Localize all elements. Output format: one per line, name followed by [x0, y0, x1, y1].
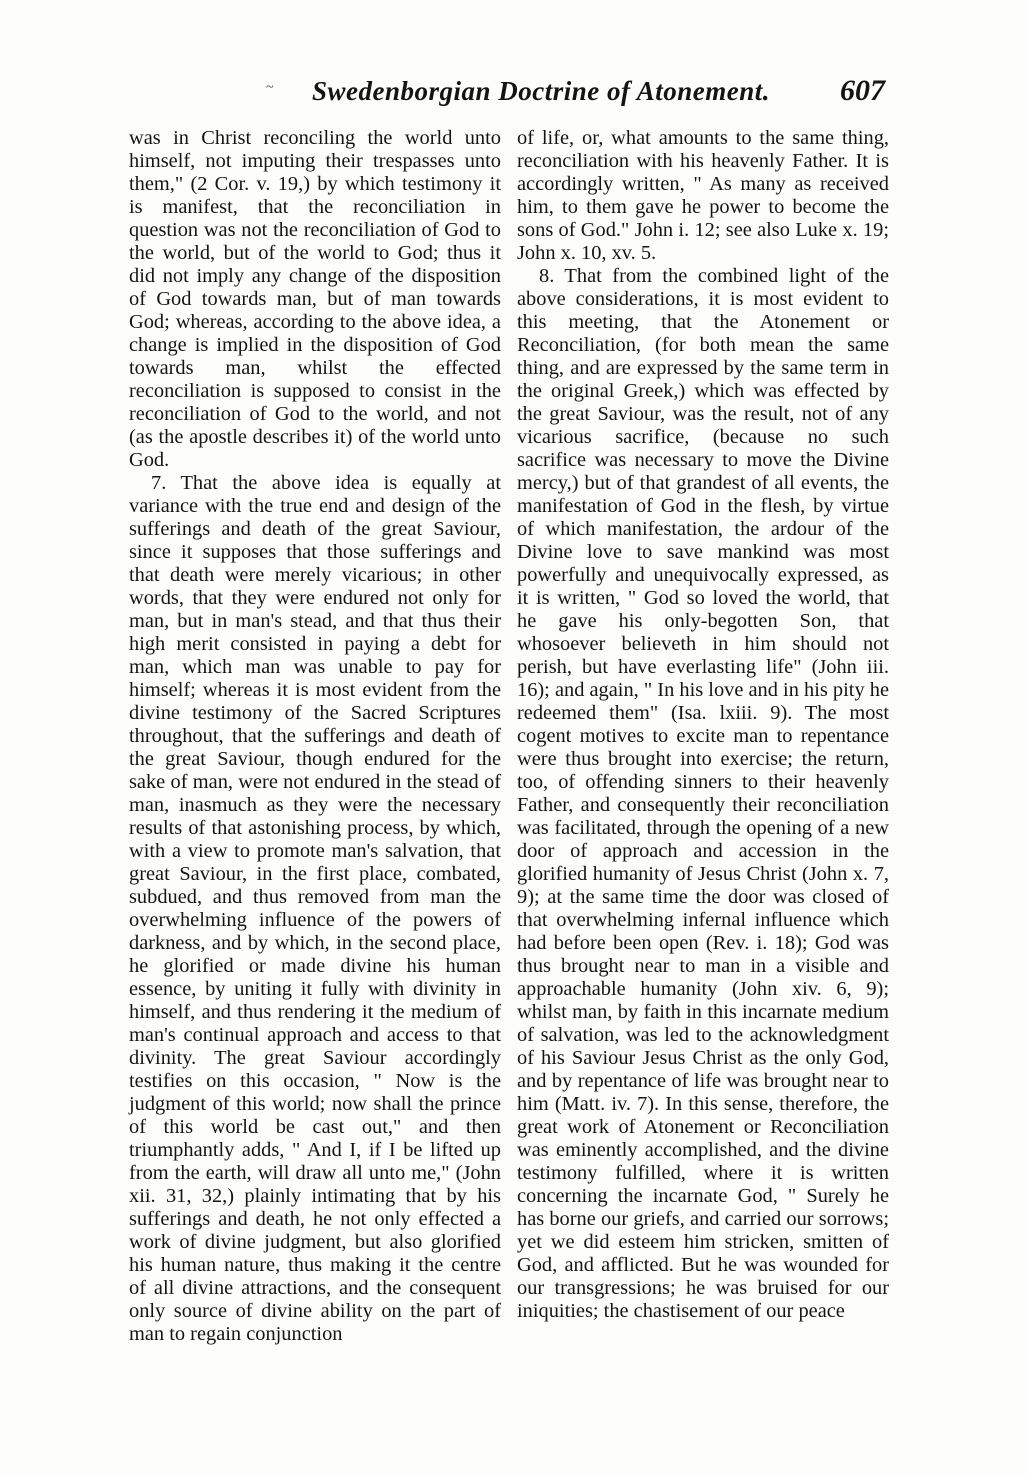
paragraph-continued-right: of life, or, what amounts to the same thing, reconciliation with his heavenly Father. It is accordingly written, " As many as received him, to them gave he power to become the sons of God." John i. 12; see also Luke x. 19; John x. 10, xv. 5.: [517, 127, 889, 264]
header-mark: ~: [266, 80, 274, 95]
running-header: [0, 74, 1027, 114]
paragraph-continued: was in Christ reconciling the world unto himself, not imputing their trespasses unto them," (2 Cor. v. 19,) by which testimony it is manifest, that the reconciliation in question was not the reconciliation of God to the world, but of the world to God; thus it did not imply any change of the disposition of God towards man, but of man towards God; whereas, according to the above idea, a change is implied in the disposition of God towards man, whilst the effected reconciliation is supposed to consist in the reconciliation of God to the world, and not (as the apostle describes it) of the world unto God.: [129, 127, 501, 471]
page-number: 607: [840, 74, 885, 107]
right-column: [517, 127, 889, 1323]
left-column: [129, 127, 501, 1346]
paragraph-7: 7. That the above idea is equally at variance with the true end and design of the sufferings and death of the great Saviour, since it supposes that those sufferings and that death were merely vicarious; in other words, that they were endured not only for man, but in man's stead, and that thus their high merit consisted in paying a debt for man, which man was unable to pay for himself; whereas it is most evident from the divine testimony of the Sacred Scriptures throughout, that the sufferings and death of the great Saviour, though endured for the sake of man, were not endured in the stead of man, inasmuch as they were the necessary results of that astonishing process, by which, with a view to promote man's salvation, that great Saviour, in the first place, combated, subdued, and thus removed from man the overwhelming influence of the powers of darkness, and by which, in the second place, he glorified or made divine his human essence, by uniting it fully with divinity in himself, and thus rendering it the medium of man's continual approach and access to that divinity. The great Saviour accordingly testifies on this occasion, " Now is the judgment of this world; now shall the prince of this world be cast out," and then triumphantly adds, " And I, if I be lifted up from the earth, will draw all unto me," (John xii. 31, 32,) plainly intimating that by his sufferings and death, he not only effected a work of divine judgment, but also glorified his human nature, thus making it the centre of all divine attractions, and the consequent only source of divine ability on the part of man to regain conjunction: [129, 472, 501, 1345]
running-title: Swedenborgian Doctrine of Atonement.: [312, 76, 771, 106]
paragraph-8: 8. That from the combined light of the above considerations, it is most evident to this meeting, that the Atonement or Reconciliation, (for both mean the same thing, and are expressed by the same term in the original Greek,) which was effected by the great Saviour, was the result, not of any vicarious sacrifice, (because no such sacrifice was necessary to move the Divine mercy,) but of that grandest of all events, the manifestation of God in the flesh, by virtue of which manifestation, the ardour of the Divine love to save mankind was most powerfully and unequivocally expressed, as it is written, " God so loved the world, that he gave his only-begotten Son, that whosoever believeth in him should not perish, but have everlasting life" (John iii. 16); and again, " In his love and in his pity he redeemed them" (Isa. lxiii. 9). The most cogent motives to excite man to repentance were thus brought into exercise; the return, too, of offending sinners to their heavenly Father, and consequently their reconciliation was facilitated, through the opening of a new door of approach and accession in the glorified humanity of Jesus Christ (John x. 7, 9); at the same time the door was closed of that overwhelming infernal influence which had before been open (Rev. i. 18); God was thus brought near to man in a visible and approachable humanity (John xiv. 6, 9); whilst man, by faith in this incarnate medium of salvation, was led to the acknowledgment of his Saviour Jesus Christ as the only God, and by repentance of life was brought near to him (Matt. iv. 7). In this sense, therefore, the great work of Atonement or Reconciliation was eminently accomplished, and the divine testimony fulfilled, where it is written concerning the incarnate God, " Surely he has borne our griefs, and carried our sorrows; yet we did esteem him stricken, smitten of God, and afflicted. But he was wounded for our transgressions; he was bruised for our iniquities; the chastisement of our peace: [517, 265, 889, 1322]
